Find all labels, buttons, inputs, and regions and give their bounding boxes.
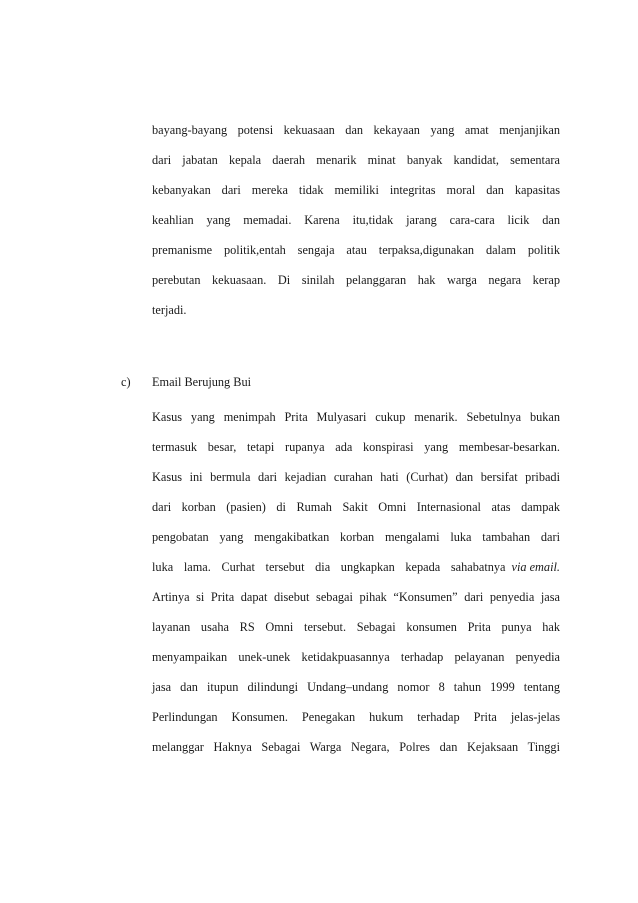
text-line: Artinya si Prita dapat disebut sebagai pihak “Konsumen” dari penyedia jasa <box>152 590 560 604</box>
section-marker: c) <box>121 375 131 389</box>
text-line: kebanyakan dari mereka tidak memiliki integritas moral dan kapasitas <box>152 183 560 197</box>
text-line: termasuk besar, tetapi rupanya ada konspirasi yang membesar-besarkan. <box>152 440 560 454</box>
text-line: dari korban (pasien) di Rumah Sakit Omni Internasional atas dampak <box>152 500 560 514</box>
section-heading <box>121 367 256 397</box>
text-line: layanan usaha RS Omni tersebut. Sebagai konsumen Prita punya hak <box>152 620 560 634</box>
paragraph-email-case <box>152 402 560 762</box>
text-line: premanisme politik,entah sengaja atau terpaksa,digunakan dalam politik <box>152 243 560 257</box>
text-line: perebutan kekuasaan. Di sinilah pelanggaran hak warga negara kerap <box>152 273 560 287</box>
text-line: keahlian yang memadai. Karena itu,tidak jarang cara-cara licik dan <box>152 213 560 227</box>
text-line: terjadi. <box>152 303 187 317</box>
text-line: jasa dan itupun dilindungi Undang–undang nomor 8 tahun 1999 tentang <box>152 680 560 694</box>
text-line: melanggar Haknya Sebagai Warga Negara, Polres dan Kejaksaan Tinggi <box>152 740 560 754</box>
text-line: menyampaikan unek-unek ketidakpuasannya terhadap pelayanan penyedia <box>152 650 560 664</box>
text-line: Kasus ini bermula dari kejadian curahan hati (Curhat) dan bersifat pribadi <box>152 470 560 484</box>
text-line <box>152 552 560 582</box>
text-line: dari jabatan kepala daerah menarik minat banyak kandidat, sementara <box>152 153 560 167</box>
paragraph-continuation <box>152 115 560 325</box>
text-line: bayang-bayang potensi kekuasaan dan kekayaan yang amat menjanjikan <box>152 123 560 137</box>
text-line-part: luka lama. Curhat tersebut dia ungkapkan kepada sahabatnya <box>152 560 506 574</box>
italic-phrase: via email. <box>511 560 560 574</box>
text-line: pengobatan yang mengakibatkan korban mengalami luka tambahan dari <box>152 530 560 544</box>
text-line: Kasus yang menimpah Prita Mulyasari cukup menarik. Sebetulnya bukan <box>152 410 560 424</box>
section-title: Email Berujung Bui <box>152 375 252 389</box>
text-line: Perlindungan Konsumen. Penegakan hukum terhadap Prita jelas-jelas <box>152 710 560 724</box>
